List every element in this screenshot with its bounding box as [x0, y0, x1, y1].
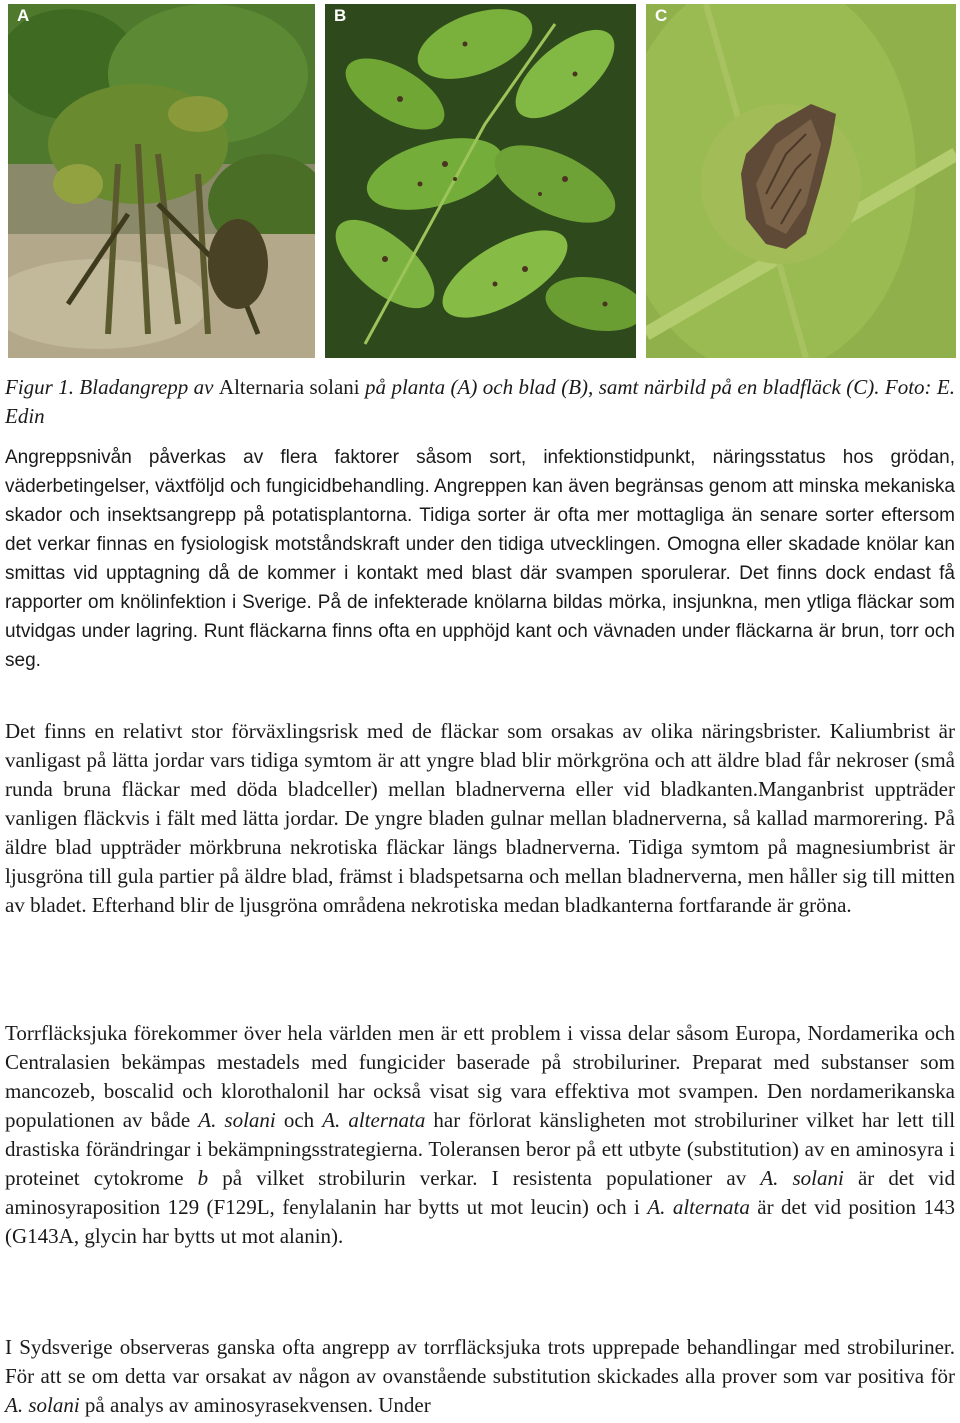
- caption-organism: Alternaria solani: [218, 375, 360, 399]
- figure-caption: [5, 373, 955, 431]
- panel-letter-b: B: [334, 6, 347, 25]
- panel-letter-a: A: [17, 6, 30, 25]
- p3-text-6: är det vid position 143 (G143A, glycin har bytts ut mot alanin).: [5, 1195, 955, 1248]
- leaf-spot-image: [646, 4, 956, 358]
- p3-text-1: Torrfläcksjuka förekommer över hela världen men är ett problem i vissa delar såsom Europa, Nordamerika och Centralasien bekämpas mestadels med fungicider baserade på strobiluriner. Preparat med substanser som mancozeb, boscalid och klorothalonil har också visat sig vara effektiva mot svampen. Den nordamerikanska populationen av både: [5, 1021, 955, 1132]
- caption-text-2: på planta (A) och blad (B), samt närbild på en bladfläck (C). Foto: E. Edin: [5, 375, 956, 428]
- p3-text-5: är det vid aminosyraposition 129 (F129L, fenylalanin har bytts ut mot leucin) och i: [5, 1166, 956, 1219]
- potato-leaves-image: [325, 4, 636, 358]
- p4-species-1: A. solani: [5, 1393, 80, 1417]
- p3-species-3: A. solani: [760, 1166, 844, 1190]
- p4-text-1: I Sydsverige observeras ganska ofta angrepp av torrfläcksjuka trots upprepade behandlingar med strobiluriner. För att se om detta var orsakat av någon av ovanstående substitution skickades alla prover som var positiva för: [5, 1335, 955, 1388]
- p3-species-4: A. alternata: [647, 1195, 750, 1219]
- p3-text-2: och: [275, 1108, 323, 1132]
- photo-panel-b: [325, 4, 636, 358]
- photo-panel-a: [8, 4, 315, 358]
- paragraph-strobilurin-resistance: [5, 1019, 955, 1251]
- paragraph-infection-level: Angreppsnivån påverkas av flera faktorer såsom sort, infektionstidpunkt, näringsstatus hos grödan, väderbetingelser, växtföljd och fungicidbehandling. Angreppen kan även begränsas genom att minska mekaniska skador och insektsangrepp på potatisplantorna. Tidiga sorter är ofta mer mottagliga än senare sorter eftersom det verkar finnas en fysiologisk motståndskraft under den tidiga utvecklingen. Omogna eller skadade knölar kan smittas vid upptagning då de kommer i kontakt med blast där svampen sporulerar. Det finns dock endast få rapporter om knölinfektion i Sverige. På de infekterade knölarna bildas mörka, insjunkna, men ytliga fläckar som utvidgas under lagring. Runt fläckarna finns ofta en upphöjd kant och vävnaden under fläckarna är brun, torr och seg.: [5, 447, 955, 671]
- p3-cytochrome-b: b: [197, 1166, 209, 1190]
- p4-text-2: på analys av aminosyrasekvensen. Under: [79, 1393, 431, 1417]
- caption-text-1: Figur 1. Bladangrepp av: [5, 375, 219, 399]
- p3-text-4: på vilket strobilurin verkar. I resistenta populationer av: [208, 1166, 761, 1190]
- p3-species-2: A. alternata: [322, 1108, 426, 1132]
- paragraph-confusion-risk: Det finns en relativt stor förväxlingsrisk med de fläckar som orsakas av olika näringsbrister. Kaliumbrist är vanligast på lätta jordar vars tidiga symtom är att yngre blad blir mörkgröna och att äldre blad får nekroser (små runda bruna fläckar med döda bladceller) mellan bladnerverna eller vid bladkanten.Manganbrist uppträder vanligen fläckvis i fält med lätta jordar. De yngre bladen gulnar mellan bladnerverna, så kallad marmorering. På äldre blad uppträder mörkbruna nekrotiska fläckar längs bladnerverna. Tidiga symtom på magnesiumbrist är ljusgröna till gula partier på äldre blad, främst i bladspetsarna och mellan bladnerverna, men håller sig till mitten av bladet. Efterhand blir de ljusgröna områdena nekrotiska medan bladkanterna fortfarande är gröna.: [5, 719, 955, 917]
- paragraph-southern-sweden: [5, 1333, 955, 1420]
- panel-letter-c: C: [655, 6, 668, 25]
- potato-plant-image: [8, 4, 315, 358]
- p3-text-3: har förlorat känsligheten mot strobiluriner vilket har lett till drastiska förändringar i bekämpningsstrategierna. Toleransen beror på ett utbyte (substitution) av en aminosyra i proteinet cytokrome: [5, 1108, 956, 1190]
- photo-panel-c: [646, 4, 956, 358]
- p3-species-1: A. solani: [198, 1108, 276, 1132]
